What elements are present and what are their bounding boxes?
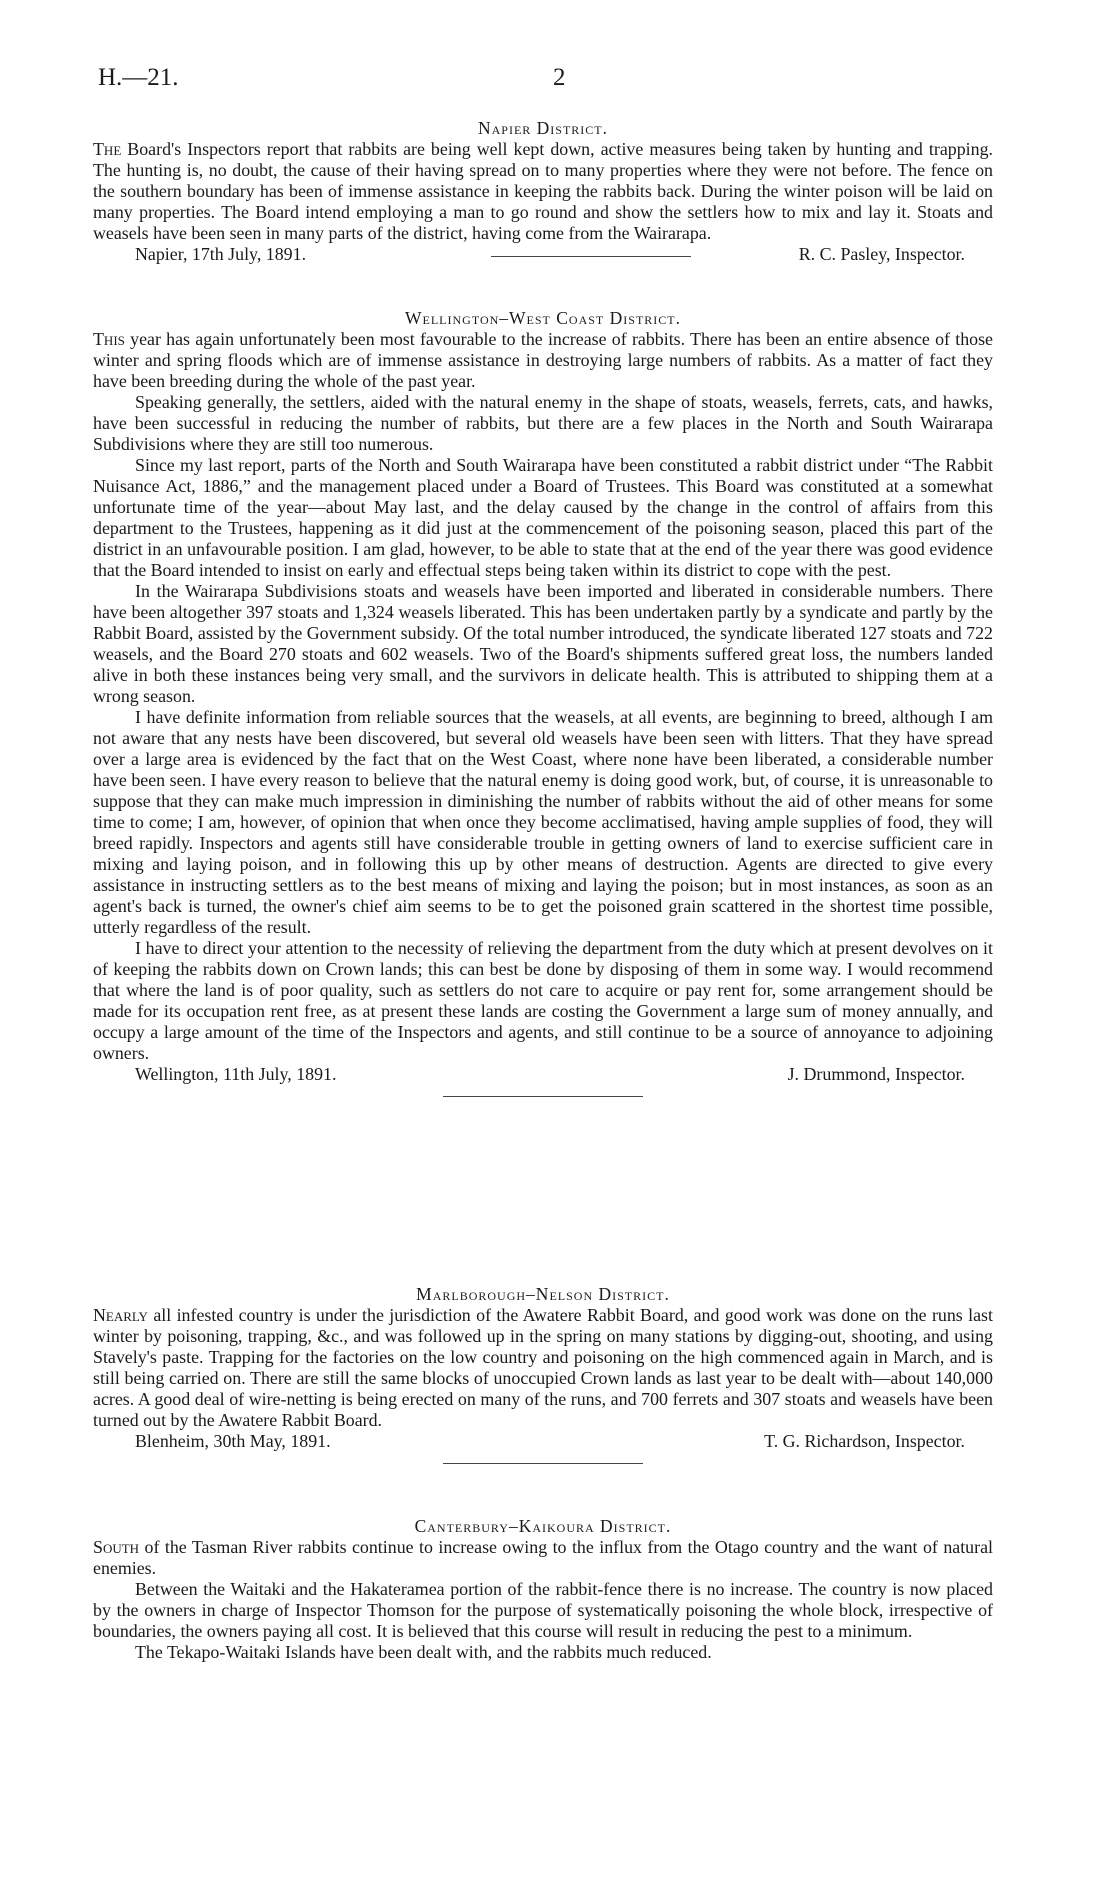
paragraph-lead-word: South: [93, 1537, 140, 1557]
page-number: 2: [553, 64, 566, 91]
section-title: Marlborough–Nelson District.: [416, 1284, 670, 1304]
inspector-signature: J. Drummond, Inspector.: [787, 1064, 965, 1084]
place-date: Napier, 17th July, 1891.: [135, 244, 307, 264]
place-date: Blenheim, 30th May, 1891.: [135, 1431, 331, 1451]
section-title: Canterbury–Kaikoura District.: [414, 1516, 672, 1536]
section-divider: [443, 1096, 643, 1097]
signature-line: [93, 1431, 993, 1453]
signature-line: [93, 1064, 993, 1086]
signature-line: [93, 244, 993, 266]
paragraph: [93, 1537, 993, 1579]
section-title: Napier District.: [477, 118, 609, 138]
paragraph: I have definite information from reliable sources that the weasels, at all events, are beginning to breed, although I am not aware that any nests have been discovered, but several old weasels have been seen with litters. That they have spread over a large area is evidenced by the fact that on the West Coast, where none have been liberated, a considerable number have been seen. I have every reason to believe that the natural enemy is doing good work, but, of course, it is unreasonable to suppose that they can make much impression in diminishing the number of rabbits without the aid of other means for some time to come; I am, however, of opinion that when once they become acclimatised, having ample supplies of food, they will breed rapidly. Inspectors and agents still have considerable trouble in getting owners of land to exercise sufficient care in mixing and laying poison, and in following this up by other means of destruction. Agents are directed to give every assistance in instructing settlers as to the best means of mixing and laying the poison; but in most instances, as soon as an agent's back is turned, the owner's chief aim seems to be to get the poisoned grain scattered in the shortest time possible, utterly regardless of the result.: [93, 707, 993, 937]
paragraph-text: of the Tasman River rabbits continue to increase owing to the influx from the Otago country and the want of natural enemies.: [93, 1537, 993, 1578]
paragraph-text: all infested country is under the jurisdiction of the Awatere Rabbit Board, and good work was done on the runs last winter by poisoning, trapping, &c., and was followed up in the spring on many stations by digging-out, shooting, and using Stavely's paste. Trapping for the factories on the low country and poisoning on the high commenced again in March, and is still being carried on. There are still the same blocks of unoccupied Crown lands as last year to be dealt with—about 140,000 acres. A good deal of wire-netting is being erected on many of the runs, and 700 ferrets and 307 stoats and weasels have been turned out by the Awatere Rabbit Board.: [93, 1305, 993, 1430]
paragraph: [93, 1305, 993, 1431]
section-marlborough: [93, 1284, 993, 1478]
section-title: Wellington–West Coast District.: [405, 308, 681, 328]
paragraph-text: year has again unfortunately been most favourable to the increase of rabbits. There has been an entire absence of those winter and spring floods which are of immense assistance in destroying large numbers of rabbits. As a matter of fact they have been breeding during the whole of the past year.: [93, 329, 993, 391]
section-wellington: [93, 308, 993, 1111]
paragraph: [93, 329, 993, 392]
paragraph: The Tekapo-Waitaki Islands have been dealt with, and the rabbits much reduced.: [135, 1642, 712, 1662]
paragraph-text: Board's Inspectors report that rabbits are being well kept down, active measures being taken by hunting and trapping. The hunting is, no doubt, the cause of their having spread on to many properties where they were not before. The fence on the southern boundary has been of immense assistance in keeping the rabbits back. During the winter poison will be laid on many properties. The Board intend employing a man to go round and show the settlers how to mix and lay it. Stoats and weasels have been seen in many parts of the district, having come from the Wairarapa.: [93, 139, 993, 243]
page-header: [98, 64, 978, 94]
paragraph: Between the Waitaki and the Hakateramea portion of the rabbit-fence there is no increase. The country is now placed by the owners in charge of Inspector Thomson for the purpose of systematically poisoning the whole block, irrespective of boundaries, the owners paying all cost. It is believed that this course will result in reducing the pest to a minimum.: [93, 1579, 993, 1641]
paragraph-lead-word: The: [93, 139, 122, 159]
inspector-signature: T. G. Richardson, Inspector.: [764, 1431, 965, 1451]
paragraph: [93, 139, 993, 244]
paragraph-lead-word: Nearly: [93, 1305, 148, 1325]
paragraph: In the Wairarapa Subdivisions stoats and weasels have been imported and liberated in considerable numbers. There have been altogether 397 stoats and 1,324 weasels liberated. This has been undertaken partly by a syndicate and partly by the Rabbit Board, assisted by the Government subsidy. Of the total number introduced, the syndicate liberated 127 stoats and 722 weasels, and the Board 270 stoats and 602 weasels. Two of the Board's shipments suffered great loss, the numbers landed alive in both these instances being very small, and the survivors in delicate health. This is attributed to shipping them at a wrong season.: [93, 581, 993, 706]
document-reference: H.—21.: [98, 64, 179, 91]
section-canterbury: [93, 1516, 993, 1663]
paragraph: Speaking generally, the settlers, aided with the natural enemy in the shape of stoats, weasels, ferrets, cats, and hawks, have been successful in reducing the number of rabbits, but there are a few places in the North and South Wairarapa Subdivisions where they are still too numerous.: [93, 392, 993, 454]
section-divider: [443, 1463, 643, 1464]
paragraph: I have to direct your attention to the necessity of relieving the department from the duty which at present devolves on it of keeping the rabbits down on Crown lands; this can best be done by disposing of them in some way. I would recommend that where the land is of poor quality, such as settlers do not care to acquire or pay rent for, some arrangement should be made for its occupation rent free, as at present these lands are costing the Government a large sum of money annually, and occupy a large amount of the time of the Inspectors and agents, and still continue to be a source of annoyance to adjoining owners.: [93, 938, 993, 1063]
place-date: Wellington, 11th July, 1891.: [135, 1064, 337, 1084]
paragraph: Since my last report, parts of the North and South Wairarapa have been constituted a rabbit district under “The Rabbit Nuisance Act, 1886,” and the management placed under a Board of Trustees. This Board was constituted at a somewhat unfortunate time of the year—about May last, and the delay caused by the change in the control of affairs from this department to the Trustees, happening as it did just at the commencement of the poisoning season, placed this part of the district in an unfavourable position. I am glad, however, to be able to state that at the end of the year there was good evidence that the Board intended to insist on early and effectual steps being taken within its district to cope with the pest.: [93, 455, 993, 580]
inspector-signature: R. C. Pasley, Inspector.: [798, 244, 965, 264]
section-napier: [93, 118, 993, 271]
paragraph-lead-word: This: [93, 329, 125, 349]
